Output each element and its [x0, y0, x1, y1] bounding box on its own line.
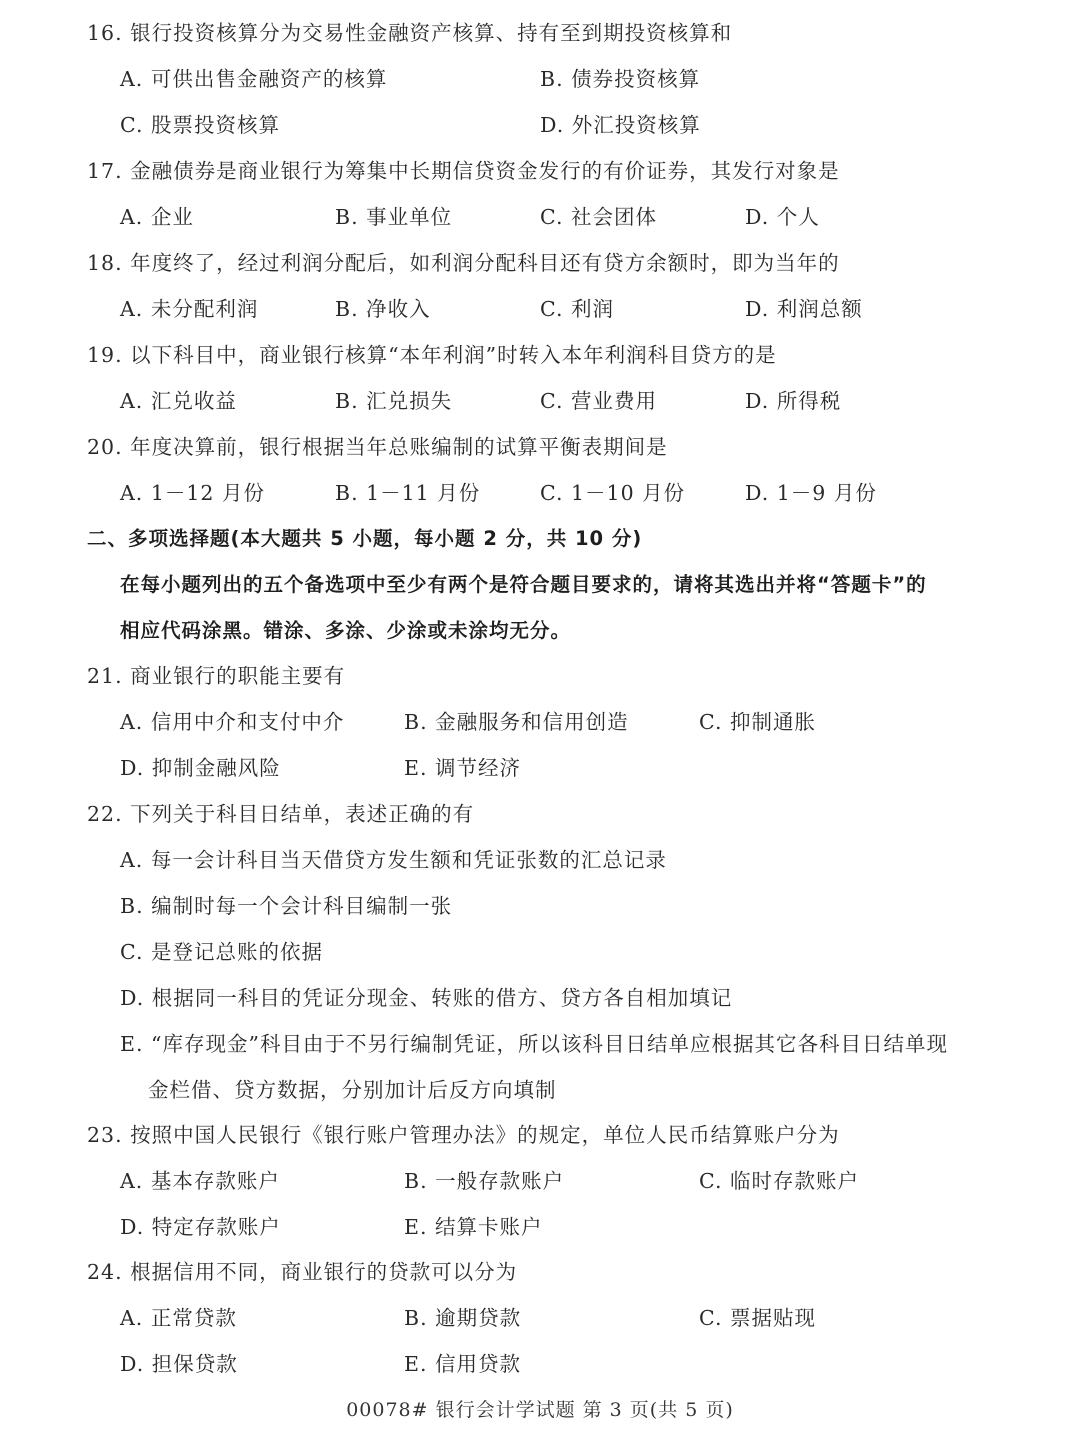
option-21a: A. 信用中介和支付中介: [120, 710, 345, 734]
option-24c: C. 票据贴现: [699, 1306, 816, 1330]
option-18a: A. 未分配利润: [120, 297, 259, 321]
option-20b: B. 1－11 月份: [335, 481, 481, 505]
question-19: 19. 以下科目中，商业银行核算“本年利润”时转入本年利润科目贷方的是: [87, 343, 777, 367]
option-21e: E. 调节经济: [404, 756, 521, 780]
option-16d: D. 外汇投资核算: [540, 113, 701, 137]
option-24a: A. 正常贷款: [120, 1306, 237, 1330]
option-22a: A. 每一会计科目当天借贷方发生额和凭证张数的汇总记录: [120, 848, 667, 872]
option-16c: C. 股票投资核算: [120, 113, 280, 137]
option-17c: C. 社会团体: [540, 205, 657, 229]
option-17a: A. 企业: [120, 205, 194, 229]
option-17d: D. 个人: [745, 205, 820, 229]
question-18: 18. 年度终了，经过利润分配后，如利润分配科目还有贷方余额时，即为当年的: [87, 251, 840, 275]
question-24: 24. 根据信用不同，商业银行的贷款可以分为: [87, 1260, 518, 1284]
option-18b: B. 净收入: [335, 297, 431, 321]
option-23e: E. 结算卡账户: [404, 1215, 543, 1239]
section-instruction-1: 在每小题列出的五个备选项中至少有两个是符合题目要求的，请将其选出并将“答题卡”的: [120, 573, 927, 596]
option-19d: D. 所得税: [745, 389, 842, 413]
option-20a: A. 1－12 月份: [120, 481, 265, 505]
option-24b: B. 逾期贷款: [404, 1306, 522, 1330]
option-16a: A. 可供出售金融资产的核算: [120, 67, 388, 91]
option-18c: C. 利润: [540, 297, 614, 321]
question-20: 20. 年度决算前，银行根据当年总账编制的试算平衡表期间是: [87, 435, 668, 459]
option-24d: D. 担保贷款: [120, 1352, 238, 1376]
option-21d: D. 抑制金融风险: [120, 756, 281, 780]
section-instruction-2: 相应代码涂黑。错涂、多涂、少涂或未涂均无分。: [120, 619, 572, 642]
option-23d: D. 特定存款账户: [120, 1215, 281, 1239]
option-23c: C. 临时存款账户: [699, 1169, 859, 1193]
option-22d: D. 根据同一科目的凭证分现金、转账的借方、贷方各自相加填记: [120, 986, 733, 1010]
page-footer: 00078# 银行会计学试题 第 3 页(共 5 页): [346, 1399, 734, 1421]
option-22c: C. 是登记总账的依据: [120, 940, 323, 964]
option-21c: C. 抑制通胀: [699, 710, 816, 734]
option-24e: E. 信用贷款: [404, 1352, 521, 1376]
option-19b: B. 汇兑损失: [335, 389, 453, 413]
option-18d: D. 利润总额: [745, 297, 863, 321]
option-22b: B. 编制时每一个会计科目编制一张: [120, 894, 453, 918]
option-22e-cont: 金栏借、贷方数据，分别加计后反方向填制: [148, 1078, 557, 1102]
section-heading: 二、多项选择题(本大题共 5 小题，每小题 2 分，共 10 分): [87, 527, 643, 550]
question-16: 16. 银行投资核算分为交易性金融资产核算、持有至到期投资核算和: [87, 21, 733, 45]
option-23a: A. 基本存款账户: [120, 1169, 280, 1193]
option-21b: B. 金融服务和信用创造: [404, 710, 629, 734]
question-17: 17. 金融债券是商业银行为筹集中长期信贷资金发行的有价证券，其发行对象是: [87, 159, 840, 183]
question-23: 23. 按照中国人民银行《银行账户管理办法》的规定，单位人民币结算账户分为: [87, 1123, 840, 1147]
option-17b: B. 事业单位: [335, 205, 453, 229]
question-21: 21. 商业银行的职能主要有: [87, 664, 346, 688]
option-16b: B. 债券投资核算: [540, 67, 701, 91]
option-20c: C. 1－10 月份: [540, 481, 686, 505]
option-20d: D. 1－9 月份: [745, 481, 877, 505]
option-19a: A. 汇兑收益: [120, 389, 237, 413]
question-22: 22. 下列关于科目日结单，表述正确的有: [87, 802, 475, 826]
option-23b: B. 一般存款账户: [404, 1169, 565, 1193]
option-22e: E. “库存现金”科目由于不另行编制凭证，所以该科目日结单应根据其它各科目日结单现: [120, 1032, 948, 1056]
option-19c: C. 营业费用: [540, 389, 657, 413]
